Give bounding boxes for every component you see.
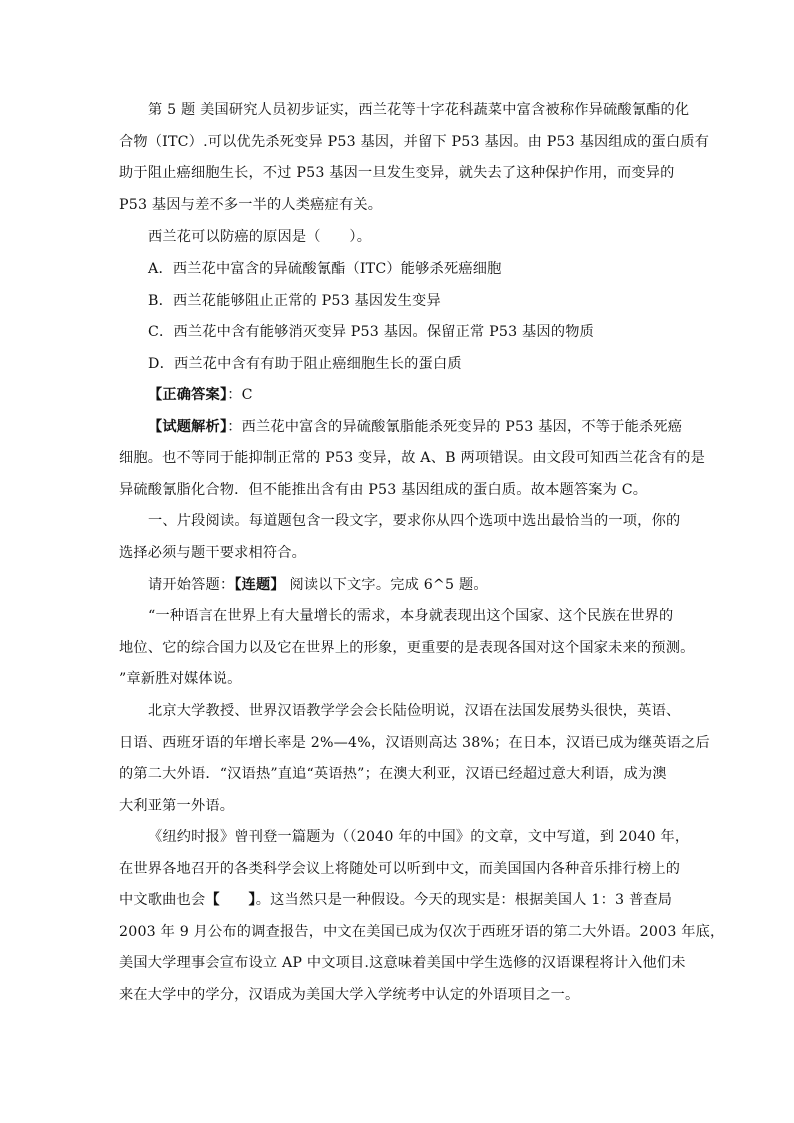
passage-p3-line-5: 美国大学理事会宣布设立 AP 中文项目.这意味着美国中学生选修的汉语课程将计入他们未 <box>119 955 686 971</box>
blank-bracket: 【 】 <box>205 892 256 908</box>
analysis-text-1: ：西兰花中富含的异硫酸氰脂能杀死变异的 P53 基因，不等于能杀死癌 <box>227 419 683 435</box>
option-d: D．西兰花中含有有助于阻止癌细胞生长的蛋白质 <box>148 356 462 372</box>
passage-p1-line-2: 地位、它的综合国力以及它在世界上的形象，更重要的是表现各国对这个国家未来的预测。 <box>119 640 695 656</box>
analysis-label: 【试题解析】 <box>148 419 228 435</box>
answer-line <box>148 385 253 405</box>
passage-p3-line-4: 2003 年 9 月公布的调查报告，中文在美国已成为仅次于西班牙语的第二大外语。2003 年底， <box>119 924 725 940</box>
question-stem: 西兰花可以防癌的原因是（ ）。 <box>148 229 372 245</box>
analysis-line-3: 异硫酸氰脂化合物．但不能推出含有由 P53 基因组成的蛋白质。故本题答案为 C。 <box>119 482 648 498</box>
q5-line-2: 合物（ITC）.可以优先杀死变异 P53 基因，并留下 P53 基因。由 P53 基因组成的蛋白质有 <box>119 134 710 150</box>
passage-p3-line-1: 《纽约时报》曾刊登一篇题为（（2040 年的中国》的文章，文中写道，到 2040 年， <box>148 829 690 845</box>
passage-p2-line-1: 北京大学教授、世界汉语教学学会会长陆俭明说，汉语在法国发展势头很快，英语、 <box>148 703 681 719</box>
analysis-line-1 <box>148 417 682 437</box>
answer-label: 【正确答案】 <box>148 387 228 403</box>
passage-p2-line-3: 的第二大外语．“汉语热”直追“英语热”；在澳大利亚，汉语已经超过意大利语，成为澳 <box>119 766 667 782</box>
q5-line-1: 第 5 题 美国研究人员初步证实，西兰花等十字花科蔬菜中富含被称作异硫酸氰酯的化 <box>148 102 690 118</box>
analysis-line-2: 细胞。也不等同于能抑制正常的 P53 变异，故 A、B 两项错误。由文段可知西兰花含有的是 <box>119 450 706 466</box>
passage-p3-line-6: 来在大学中的学分，汉语成为美国大学入学统考中认定的外语项目之一。 <box>119 987 580 1003</box>
answer-value: ：C <box>227 387 253 403</box>
passage-p2-line-2: 日语、西班牙语的年增长率是 2%—4%，汉语则高达 38%；在日本，汉语已成为继英语之后 <box>119 735 710 751</box>
passage-p3-line-2: 在世界各地召开的各类科学会议上将随处可以听到中文，而美国国内各种音乐排行榜上的 <box>119 861 681 877</box>
q5-line-4: P53 基因与差不多一半的人类癌症有关。 <box>119 197 383 213</box>
passage-p3-line-3-b: 。这当然只是一种假设。今天的现实是：根据美国人 1：3 普查局 <box>255 892 673 908</box>
start-tag: 【连题】 <box>234 577 285 593</box>
start-prefix: 请开始答题： <box>148 577 235 593</box>
passage-p2-line-4: 大利亚第一外语。 <box>119 798 235 814</box>
q5-line-3: 助于阻止癌细胞生长，不过 P53 基因一旦发生变异，就失去了这种保护作用，而变异的 <box>119 165 675 181</box>
section-line-1: 一、片段阅读。每道题包含一段文字，要求你从四个选项中选出最恰当的一项，你的 <box>148 513 681 529</box>
option-c: C．西兰花中含有能够消灭变异 P53 基因。保留正常 P53 基因的物质 <box>148 324 594 340</box>
start-suffix: 阅读以下文字。完成 6^5 题。 <box>284 577 488 593</box>
option-b: B．西兰花能够阻止正常的 P53 基因发生变异 <box>148 293 441 309</box>
section-line-2: 选择必须与题干要求相符合。 <box>119 545 307 561</box>
start-line <box>148 575 488 595</box>
passage-p1-line-3: ”章新胜对媒体说。 <box>119 671 242 687</box>
passage-p3-line-3-a: 中文歌曲也会 <box>119 892 206 908</box>
passage-p1-line-1: “一种语言在世界上有大量增长的需求，本身就表现出这个国家、这个民族在世界的 <box>148 608 674 624</box>
passage-p3-line-3 <box>119 890 672 910</box>
option-a: A．西兰花中富含的异硫酸氰酯（ITC）能够杀死癌细胞 <box>148 261 502 277</box>
